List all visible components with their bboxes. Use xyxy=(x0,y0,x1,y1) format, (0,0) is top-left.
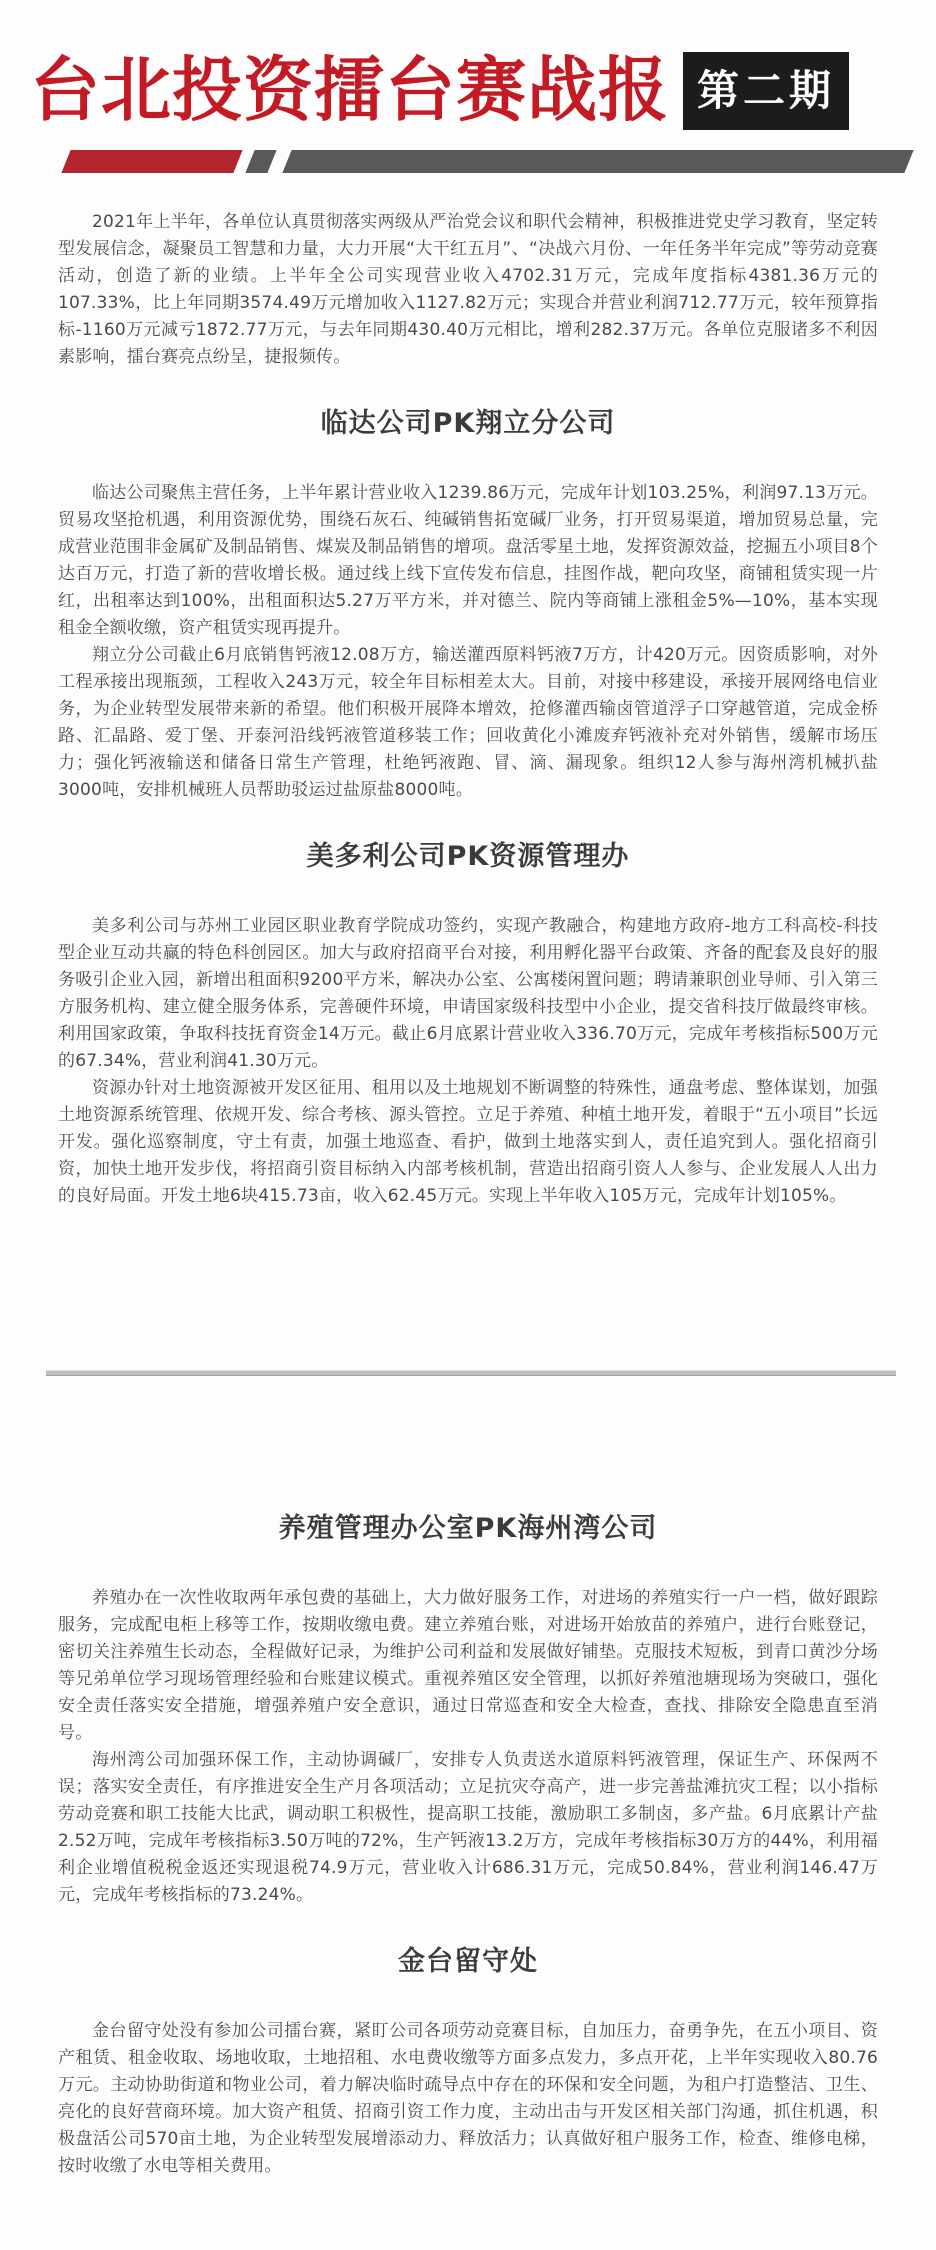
section-paragraph: 资源办针对土地资源被开发区征用、租用以及土地规划不断调整的特殊性，通盘考虑、整体谋划，加强土地资源系统管理、依规开发、综合考核、源头管控。立足于养殖、种植土地开发，着眼于“五小项目”长远开发。强化巡察制度，守土有责，加强土地巡查、看护，做到土地落实到人，责任追究到人。强化招商引资，加快土地开发步伐，将招商引资目标纳入内部考核机制，营造出招商引资人人参与、企业发展人人出力的良好局面。开发土地6块415.73亩，收入62.45万元。实现上半年收入105万元，完成年计划105%。 xyxy=(58,1078,878,1206)
stripe-gray-bar xyxy=(282,150,913,173)
section-paragraph: 养殖办在一次性收取两年承包费的基础上，大力做好服务工作，对进场的养殖实行一户一档，做好跟踪服务，完成配电柜上移等工作，按期收缴电费。建立养殖台账，对进场开始放苗的养殖户，进行台账登记，密切关注养殖生长动态，全程做好记录，为维护公司利益和发展做好铺垫。克服技术短板，到青口黄沙分场等兄弟单位学习现场管理经验和台账建议模式。重视养殖区安全管理，以抓好养殖池塘现场为突破口，强化安全责任落实安全措施，增强养殖户安全意识，通过日常巡查和安全大检查，查找、排除安全隐患直至消号。 xyxy=(58,1588,878,1743)
section-heading: 养殖管理办公室PK海州湾公司 xyxy=(278,1513,658,1544)
section-heading: 美多利公司PK资源管理办 xyxy=(306,841,630,872)
section-heading: 临达公司PK翔立分公司 xyxy=(320,408,616,439)
section-meiduoli-vs-ziyuan xyxy=(58,834,878,1210)
section-paragraph: 翔立分公司截止6月底销售钙液12.08万方，输送灌西原料钙液7万方，计420万元。因资质影响，对外工程承接出现瓶颈，工程收入243万元，较全年目标相差太大。目前，对接中移建设，承接开展网络电信业务，为企业转型发展带来新的希望。他们积极开展降本增效，抢修灌西输卤管道浮子口穿越管道，完成金桥路、汇晶路、爱丁堡、开泰河沿线钙液管道移装工作；回收黄化小滩废弃钙液补充对外销售，缓解市场压力；强化钙液输送和储备日常生产管理，杜绝钙液跑、冒、滴、漏现象。组织12人参与海州湾机械扒盐3000吨，安排机械班人员帮助驳运过盐原盐8000吨。 xyxy=(58,645,878,800)
title-row xyxy=(30,49,910,132)
section-linda-vs-xiangli xyxy=(58,401,878,804)
page-gap xyxy=(58,1376,878,1476)
section-paragraph: 临达公司聚焦主营任务，上半年累计营业收入1239.86万元，完成年计划103.25%，利润97.13万元。贸易攻坚抢机遇，利用资源优势，围绕石灰石、纯碱销售拓宽碱厂业务，打开贸易渠道，增加贸易总量，完成营业范围非金属矿及制品销售、煤炭及制品销售的增项。盘活零星土地，发挥资源效益，挖掘五小项目8个达百万元，打造了新的营收增长极。通过线上线下宣传发布信息，挂图作战，靶向攻坚，商铺租赁实现一片红，出租率达到100%，出租面积达5.27万平方米，并对德兰、院内等商铺上涨租金5%—10%，基本实现租金全额收缴，资产租赁实现再提升。 xyxy=(58,483,878,638)
page-title: 台北投资擂台赛战报 xyxy=(30,49,669,132)
issue-badge: 第二期 xyxy=(683,52,849,130)
section-paragraph: 美多利公司与苏州工业园区职业教育学院成功签约，实现产教融合，构建地方政府-地方工科高校-科技型企业互动共赢的特色科创园区。加大与政府招商平台对接，利用孵化器平台政策、齐备的配套及良好的服务吸引企业入园，新增出租面积9200平方米，解决办公室、公寓楼闲置问题；聘请兼职创业导师、引入第三方服务机构、建立健全服务体系，完善硬件环境，申请国家级科技型中小企业，提交省科技厅做最终审核。利用国家政策，争取科技抚育资金14万元。截止6月底累计营业收入336.70万元，完成年考核指标500万元的67.34%，营业利润41.30万元。 xyxy=(58,916,878,1071)
section-paragraph: 金台留守处没有参加公司擂台赛，紧盯公司各项劳动竞赛目标，自加压力，奋勇争先，在五小项目、资产租赁、租金收取、场地收取，土地招租、水电费收缴等方面多点发力，多点开花，上半年实现收入80.76万元。主动协助街道和物业公司，着力解决临时疏导点中存在的环保和安全问题，为租户打造整洁、卫生、亮化的良好营商环境。加大资产租赁、招商引资工作力度，主动出击与开发区相关部门沟通，抓住机遇，积极盘活公司570亩土地，为企业转型发展增添动力、释放活力；认真做好租户服务工作，检查、维修电梯，按时收缴了水电等相关费用。 xyxy=(58,2021,878,2176)
section-paragraph: 海州湾公司加强环保工作，主动协调碱厂，安排专人负责送水道原料钙液管理，保证生产、环保两不误；落实安全责任，有序推进安全生产月各项活动；立足抗灾夺高产，进一步完善盐滩抗灾工程；以小指标劳动竞赛和职工技能大比武，调动职工积极性，提高职工技能，激励职工多制卤，多产盐。6月底累计产盐2.52万吨，完成年考核指标3.50万吨的72%，生产钙液13.2万方，完成年考核指标30万方的44%，利用福利企业增值税税金返还实现退税74.9万元，营业收入计686.31万元，完成50.84%，营业利润146.47万元，完成年考核指标的73.24%。 xyxy=(58,1750,878,1905)
intro-paragraph: 2021年上半年，各单位认真贯彻落实两级从严治党会议和职代会精神，积极推进党史学习教育，坚定转型发展信念，凝聚员工智慧和力量，大力开展“大干红五月”、“决战六月份、一年任务半年完成”等劳动竞赛活动，创造了新的业绩。上半年全公司实现营业收入4702.31万元，完成年度指标4381.36万元的107.33%，比上年同期3574.49万元增加收入1127.82万元；实现合并营业利润712.77万元，较年预算指标-1160万元减亏1872.77万元，与去年同期430.40万元相比，增利282.37万元。各单位克服诸多不利因素影响，擂台赛亮点纷呈，捷报频传。 xyxy=(58,212,878,367)
section-heading: 金台留守处 xyxy=(398,1946,538,1977)
stripe-gray-slash xyxy=(245,150,276,173)
stripe-red-block xyxy=(61,150,242,173)
masthead xyxy=(0,0,936,173)
section-jintai xyxy=(58,1939,878,2180)
decorative-stripe xyxy=(66,150,910,173)
section-yangzhi-vs-haizhouwan xyxy=(58,1506,878,1909)
article-content xyxy=(0,173,936,2250)
